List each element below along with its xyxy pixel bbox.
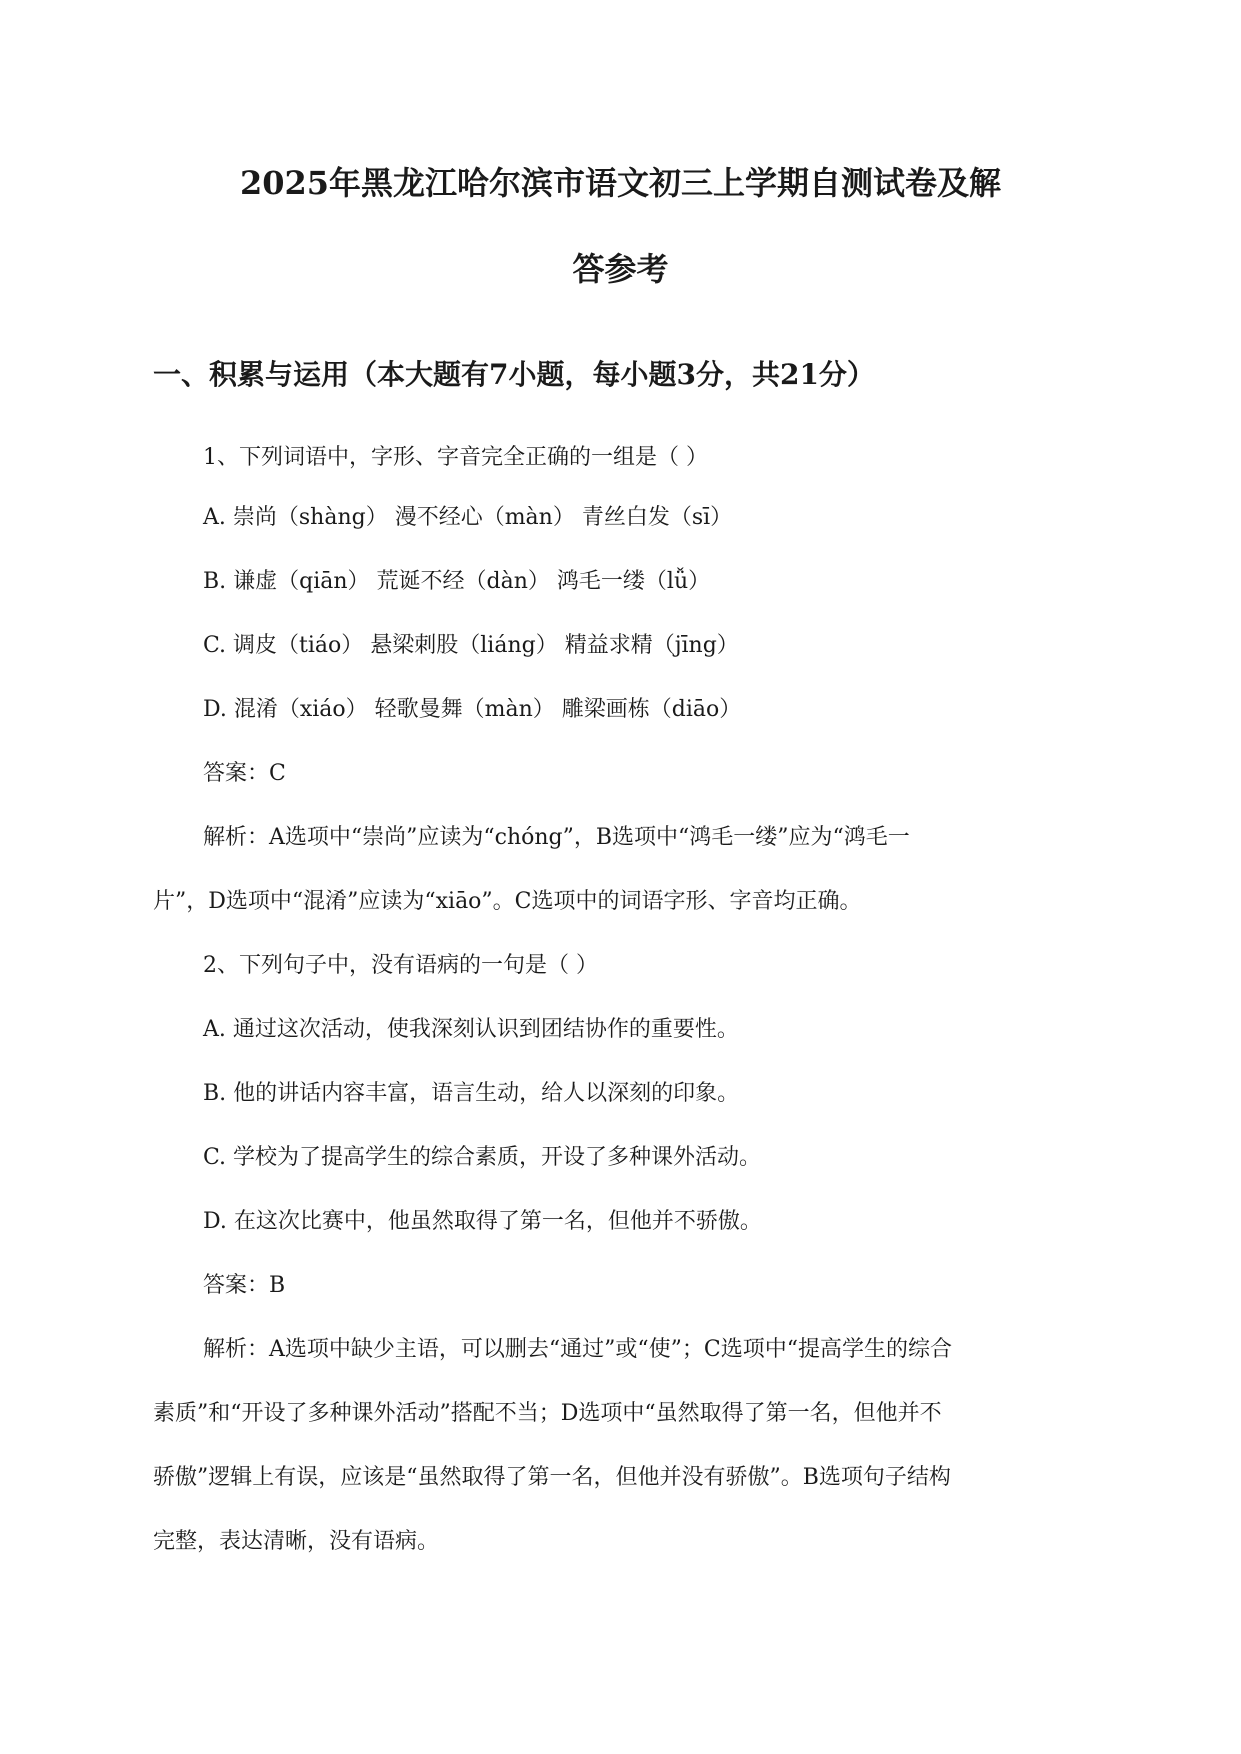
- question-2-option-b: B. 他的讲话内容丰富，语言生动，给人以深刻的印象。: [203, 1081, 740, 1106]
- question-1-stem: 1、下列词语中，字形、字音完全正确的一组是（ ）: [203, 445, 708, 470]
- question-2-analysis-line-1: 解析：A选项中缺少主语，可以删去“通过”或“使”；C选项中“提高学生的综合: [203, 1337, 952, 1362]
- document-title-line-2: 答参考: [572, 250, 669, 288]
- question-1-option-b: B. 谦虚（qiān） 荒诞不经（dàn） 鸿毛一缕（lǚ）: [203, 569, 711, 594]
- question-1-analysis-line-2: 片”，D选项中“混淆”应读为“xiāo”。C选项中的词语字形、字音均正确。: [153, 889, 862, 914]
- question-2-stem: 2、下列句子中，没有语病的一句是（ ）: [203, 953, 598, 978]
- question-2-analysis-line-3: 骄傲”逻辑上有误，应该是“虽然取得了第一名，但他并没有骄傲”。B选项句子结构: [153, 1465, 951, 1490]
- question-1-option-d: D. 混淆（xiáo） 轻歌曼舞（màn） 雕梁画栋（diāo）: [203, 697, 742, 722]
- question-2-analysis-line-2: 素质”和“开设了多种课外活动”搭配不当；D选项中“虽然取得了第一名，但他并不: [153, 1401, 942, 1426]
- question-1-answer: 答案：C: [203, 761, 286, 786]
- document-title-line-1: 2025年黑龙江哈尔滨市语文初三上学期自测试卷及解: [239, 164, 1002, 202]
- question-2-option-c: C. 学校为了提高学生的综合素质，开设了多种课外活动。: [203, 1145, 762, 1170]
- section-heading: 一、积累与运用（本大题有7小题，每小题3分，共21分）: [153, 358, 875, 391]
- question-1-option-c: C. 调皮（tiáo） 悬梁刺股（liáng） 精益求精（jīng）: [203, 633, 739, 658]
- question-2-option-a: A. 通过这次活动，使我深刻认识到团结协作的重要性。: [203, 1017, 739, 1042]
- question-1-option-a: A. 崇尚（shàng） 漫不经心（màn） 青丝白发（sī）: [203, 505, 733, 530]
- question-1-analysis-line-1: 解析：A选项中“崇尚”应读为“chóng”，B选项中“鸿毛一缕”应为“鸿毛一: [203, 825, 910, 850]
- question-2-option-d: D. 在这次比赛中，他虽然取得了第一名，但他并不骄傲。: [203, 1209, 762, 1234]
- question-2-analysis-line-4: 完整，表达清晰，没有语病。: [153, 1529, 440, 1554]
- question-2-answer: 答案：B: [203, 1273, 286, 1298]
